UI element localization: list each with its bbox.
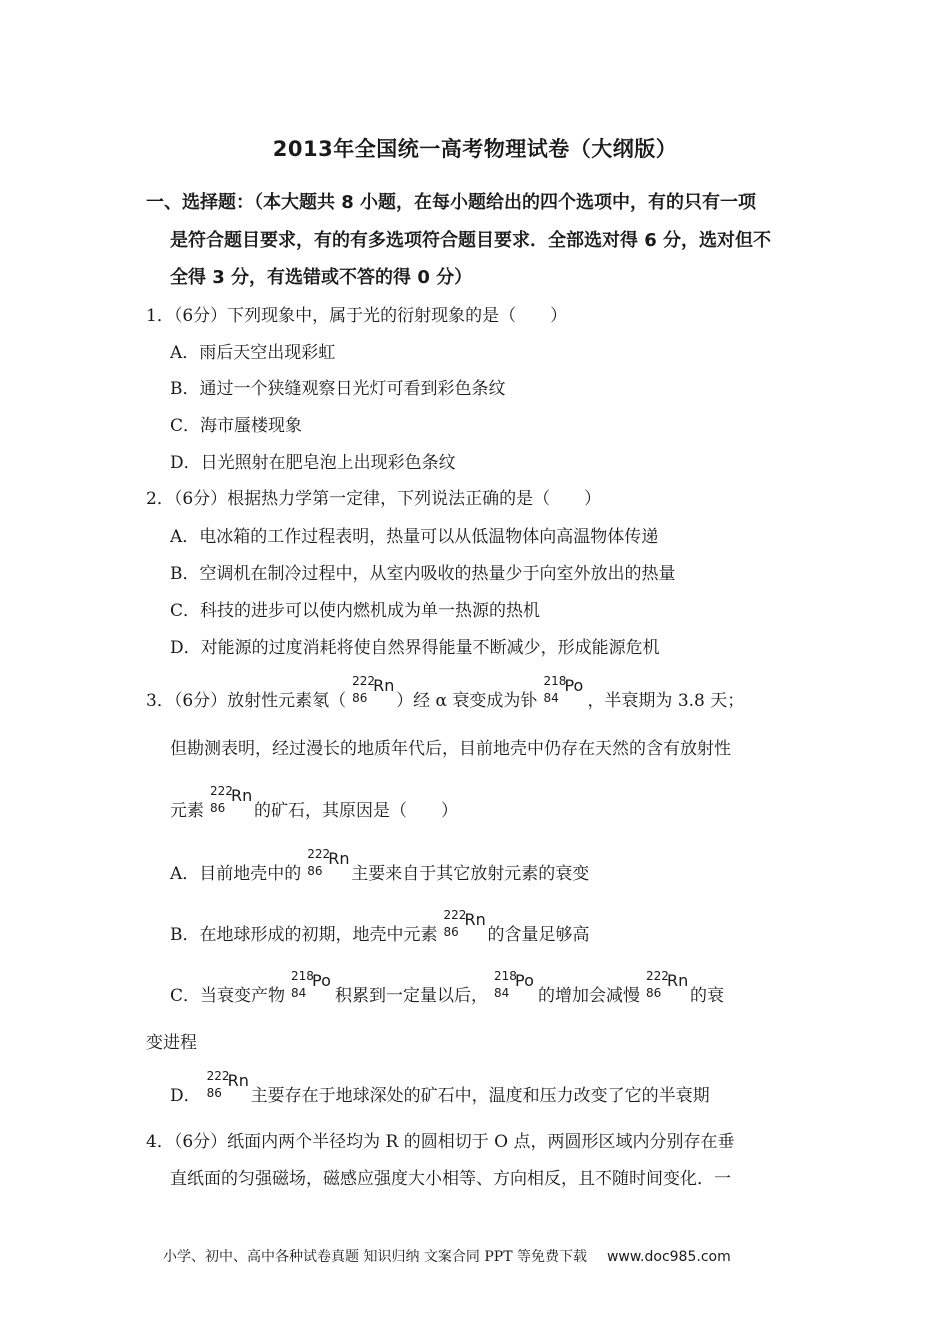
question-3-option-d — [170, 1069, 710, 1107]
section-heading-line-1: 一、选择题：（本大题共 8 小题，在每小题给出的四个选项中，有的只有一项 — [146, 192, 757, 213]
page-footer — [163, 1246, 731, 1266]
question-3-stem-line-3 — [170, 784, 458, 822]
polonium-nuclide-symbol: 218 84 Po — [494, 969, 534, 1000]
option-c-text-mid1: 积累到一定量以后， — [335, 986, 489, 1006]
option-c-text-post: 的衰 — [690, 986, 725, 1006]
option-d-text-pre: D． — [170, 1086, 201, 1106]
question-3-stem3-text-b: 的矿石，其原因是（ ） — [254, 801, 458, 821]
option-a-text-pre: A．目前地壳中的 — [170, 864, 302, 884]
question-2-option-d: D．对能源的过度消耗将使自然界得能量不断减少，形成能源危机 — [170, 638, 660, 658]
radon-nuclide-symbol: 222 86 Rn — [352, 674, 395, 705]
section-heading-line-2: 是符合题目要求，有的有多选项符合题目要求．全部选对得 6 分，选对但不 — [170, 230, 772, 251]
question-3-stem-text-b: ）经 α 衰变成为钋 — [396, 691, 538, 711]
question-3-stem-text-a: 3．（6分）放射性元素氡（ — [146, 691, 347, 711]
option-a-text-post: 主要来自于其它放射元素的衰变 — [351, 864, 590, 884]
radon-nuclide-symbol: 222 86 Rn — [307, 847, 350, 878]
question-3-option-c-continuation: 变进程 — [146, 1033, 197, 1053]
question-2-stem: 2．（6分）根据热力学第一定律，下列说法正确的是（ ） — [146, 489, 602, 509]
option-b-text-pre: B．在地球形成的初期，地壳中元素 — [170, 925, 438, 945]
option-c-text-mid2: 的增加会减慢 — [538, 986, 641, 1006]
question-4-stem-line-2: 直纸面的匀强磁场，磁感应强度大小相等、方向相反，且不随时间变化．一 — [170, 1169, 731, 1189]
page-title: 2013年全国统一高考物理试卷（大纲版） — [272, 137, 678, 161]
question-3-stem-text-c: ，半衰期为 3.8 天； — [587, 691, 745, 711]
question-1-option-b: B．通过一个狭缝观察日光灯可看到彩色条纹 — [170, 379, 506, 399]
question-3-option-c — [170, 969, 725, 1007]
question-1-option-a: A．雨后天空出现彩虹 — [170, 343, 336, 363]
question-3-stem3-text-a: 元素 — [170, 801, 204, 821]
question-2-option-c: C．科技的进步可以使内燃机成为单一热源的热机 — [170, 601, 541, 621]
question-1-stem: 1．（6分）下列现象中，属于光的衍射现象的是（ ） — [146, 306, 568, 326]
question-3-stem-line-2: 但勘测表明，经过漫长的地质年代后，目前地壳中仍存在天然的含有放射性 — [170, 739, 731, 759]
footer-text: 小学、初中、高中各种试卷真题 知识归纳 文案合同 PPT 等免费下载 — [163, 1249, 587, 1265]
question-1-option-d: D．日光照射在肥皂泡上出现彩色条纹 — [170, 453, 456, 473]
question-1-option-c: C．海市蜃楼现象 — [170, 416, 303, 436]
question-3-option-b — [170, 908, 590, 946]
section-heading-line-3: 全得 3 分，有选错或不答的得 0 分） — [170, 267, 473, 288]
radon-nuclide-symbol: 222 86 Rn — [443, 908, 486, 939]
radon-nuclide-symbol: 222 86 Rn — [210, 784, 253, 815]
question-4-stem-line-1: 4．（6分）纸面内两个半径均为 R 的圆相切于 O 点，两圆形区域内分别存在垂 — [146, 1132, 735, 1152]
question-2-option-b: B．空调机在制冷过程中，从室内吸收的热量少于向室外放出的热量 — [170, 564, 676, 584]
option-b-text-post: 的含量足够高 — [487, 925, 590, 945]
option-d-text-post: 主要存在于地球深处的矿石中，温度和压力改变了它的半衰期 — [250, 1086, 710, 1106]
question-3-stem-line-1 — [146, 674, 745, 712]
question-2-option-a: A．电冰箱的工作过程表明，热量可以从低温物体向高温物体传递 — [170, 527, 659, 547]
polonium-nuclide-symbol: 218 84 Po — [291, 969, 331, 1000]
radon-nuclide-symbol: 222 86 Rn — [206, 1069, 249, 1100]
question-3-option-a — [170, 847, 590, 885]
footer-link[interactable]: www.doc985.com — [606, 1249, 731, 1265]
radon-nuclide-symbol: 222 86 Rn — [646, 969, 689, 1000]
polonium-nuclide-symbol: 218 84 Po — [543, 674, 584, 705]
option-c-text-pre: C．当衰变产物 — [170, 986, 286, 1006]
